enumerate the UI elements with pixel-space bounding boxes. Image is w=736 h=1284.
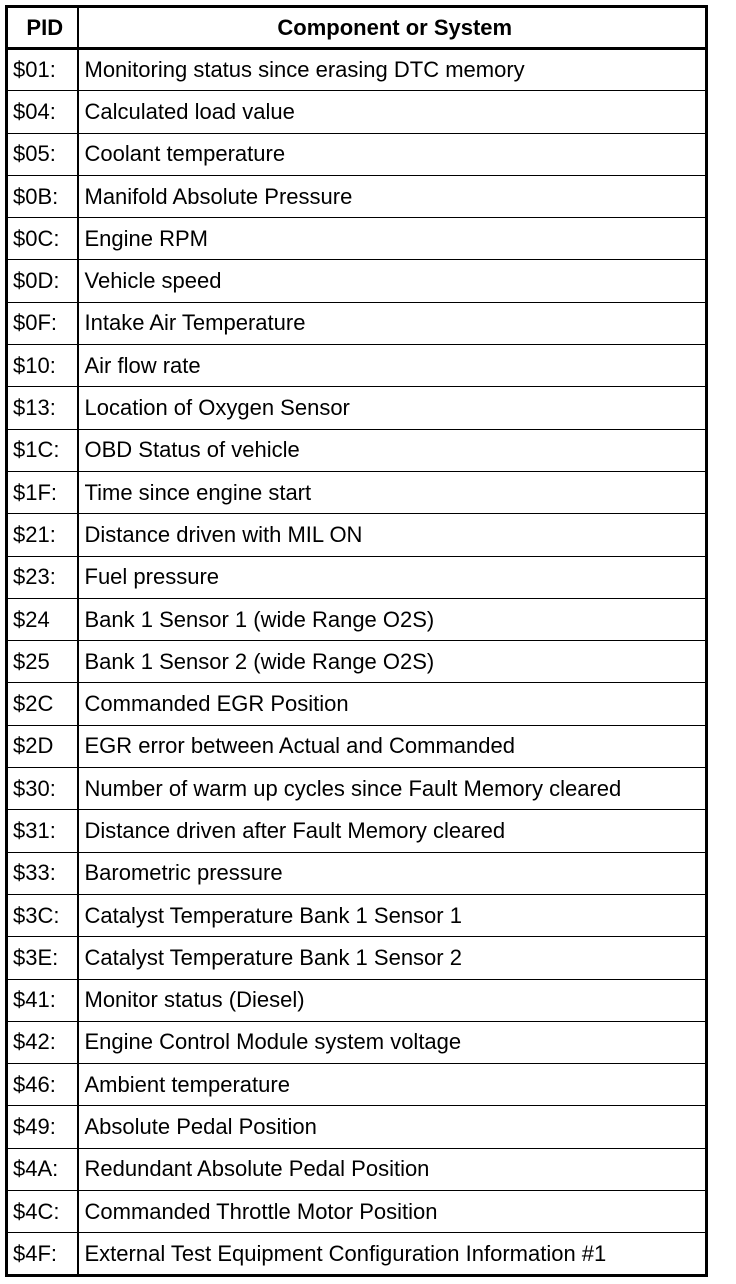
pid-cell: $49: xyxy=(7,1106,78,1148)
component-cell: Commanded EGR Position xyxy=(78,683,707,725)
component-cell: Number of warm up cycles since Fault Memory cleared xyxy=(78,768,707,810)
table-row xyxy=(7,302,707,344)
component-cell: Distance driven with MIL ON xyxy=(78,514,707,556)
table-row xyxy=(7,1106,707,1148)
component-cell: Distance driven after Fault Memory cleared xyxy=(78,810,707,852)
pid-cell: $04: xyxy=(7,91,78,133)
table-row xyxy=(7,1148,707,1190)
table-row xyxy=(7,1064,707,1106)
pid-cell: $01: xyxy=(7,49,78,91)
component-cell: Calculated load value xyxy=(78,91,707,133)
table-row xyxy=(7,852,707,894)
table-row xyxy=(7,133,707,175)
pid-cell: $4A: xyxy=(7,1148,78,1190)
pid-cell: $1F: xyxy=(7,471,78,513)
pid-cell: $2C xyxy=(7,683,78,725)
component-cell: Commanded Throttle Motor Position xyxy=(78,1191,707,1233)
table-row xyxy=(7,429,707,471)
component-cell: Monitor status (Diesel) xyxy=(78,979,707,1021)
pid-cell: $3E: xyxy=(7,937,78,979)
component-cell: Vehicle speed xyxy=(78,260,707,302)
component-cell: Catalyst Temperature Bank 1 Sensor 1 xyxy=(78,894,707,936)
pid-cell: $0F: xyxy=(7,302,78,344)
pid-cell: $21: xyxy=(7,514,78,556)
component-cell: Monitoring status since erasing DTC memory xyxy=(78,49,707,91)
component-cell: Bank 1 Sensor 1 (wide Range O2S) xyxy=(78,598,707,640)
component-cell: Coolant temperature xyxy=(78,133,707,175)
component-cell: OBD Status of vehicle xyxy=(78,429,707,471)
component-cell: Ambient temperature xyxy=(78,1064,707,1106)
pid-table xyxy=(5,5,708,1277)
component-cell: Manifold Absolute Pressure xyxy=(78,175,707,217)
pid-cell: $42: xyxy=(7,1021,78,1063)
table-row xyxy=(7,218,707,260)
pid-cell: $1C: xyxy=(7,429,78,471)
table-row xyxy=(7,1233,707,1276)
pid-cell: $25 xyxy=(7,641,78,683)
table-row xyxy=(7,894,707,936)
table-row xyxy=(7,768,707,810)
pid-cell: $0C: xyxy=(7,218,78,260)
table-row xyxy=(7,641,707,683)
component-cell: Catalyst Temperature Bank 1 Sensor 2 xyxy=(78,937,707,979)
pid-cell: $41: xyxy=(7,979,78,1021)
pid-cell: $23: xyxy=(7,556,78,598)
pid-cell: $46: xyxy=(7,1064,78,1106)
table-row xyxy=(7,725,707,767)
table-row xyxy=(7,1191,707,1233)
pid-cell: $2D xyxy=(7,725,78,767)
component-cell: Absolute Pedal Position xyxy=(78,1106,707,1148)
pid-cell: $13: xyxy=(7,387,78,429)
table-row xyxy=(7,387,707,429)
table-body xyxy=(7,49,707,1276)
table-row xyxy=(7,556,707,598)
table-row xyxy=(7,937,707,979)
table-row xyxy=(7,810,707,852)
table-row xyxy=(7,471,707,513)
component-cell: Barometric pressure xyxy=(78,852,707,894)
pid-cell: $31: xyxy=(7,810,78,852)
table-row xyxy=(7,345,707,387)
table-row xyxy=(7,1021,707,1063)
component-cell: Intake Air Temperature xyxy=(78,302,707,344)
table-row xyxy=(7,514,707,556)
component-column-header: Component or System xyxy=(78,7,707,49)
component-cell: Bank 1 Sensor 2 (wide Range O2S) xyxy=(78,641,707,683)
component-cell: Fuel pressure xyxy=(78,556,707,598)
component-cell: Air flow rate xyxy=(78,345,707,387)
component-cell: Redundant Absolute Pedal Position xyxy=(78,1148,707,1190)
pid-cell: $24 xyxy=(7,598,78,640)
pid-cell: $33: xyxy=(7,852,78,894)
table-row xyxy=(7,175,707,217)
table-row xyxy=(7,683,707,725)
component-cell: Engine Control Module system voltage xyxy=(78,1021,707,1063)
pid-cell: $3C: xyxy=(7,894,78,936)
table-row xyxy=(7,91,707,133)
table-row xyxy=(7,49,707,91)
component-cell: EGR error between Actual and Commanded xyxy=(78,725,707,767)
table-row xyxy=(7,598,707,640)
component-cell: Location of Oxygen Sensor xyxy=(78,387,707,429)
pid-cell: $0D: xyxy=(7,260,78,302)
pid-cell: $05: xyxy=(7,133,78,175)
pid-cell: $4F: xyxy=(7,1233,78,1276)
component-cell: Engine RPM xyxy=(78,218,707,260)
table-row xyxy=(7,260,707,302)
pid-cell: $10: xyxy=(7,345,78,387)
pid-cell: $30: xyxy=(7,768,78,810)
pid-cell: $0B: xyxy=(7,175,78,217)
table-header-row xyxy=(7,7,707,49)
pid-column-header: PID xyxy=(7,7,78,49)
component-cell: Time since engine start xyxy=(78,471,707,513)
pid-cell: $4C: xyxy=(7,1191,78,1233)
table-row xyxy=(7,979,707,1021)
component-cell: External Test Equipment Configuration Information #1 xyxy=(84,1240,607,1266)
